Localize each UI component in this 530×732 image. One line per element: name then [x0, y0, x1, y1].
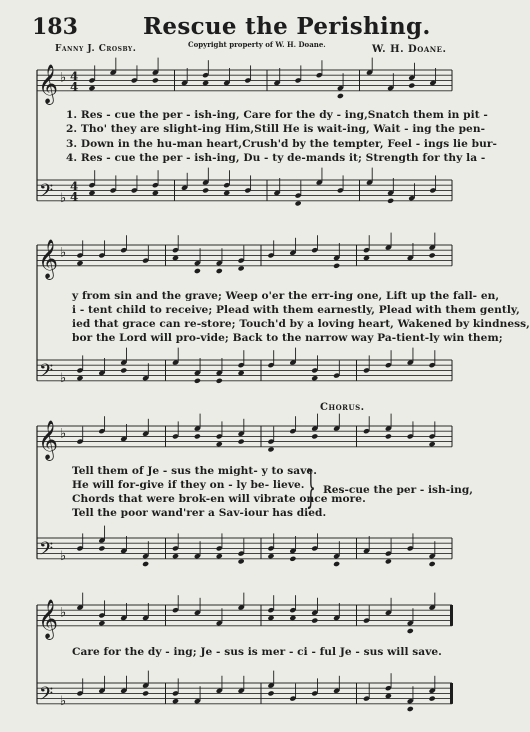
system-3-bass-clef: 𝄢: [39, 538, 54, 564]
hymn-title: Rescue the Perishing.: [143, 13, 431, 40]
system-2-bass-note: [120, 367, 127, 373]
system-4-final-barline: [450, 605, 453, 626]
system-1-treble-time: 4: [70, 69, 79, 84]
verse-4-line-1: 4. Res - cue the per - ish-ing, Du - ty de-mands it; Strength for thy la -: [66, 152, 486, 164]
composer-credit: W. H. Doane.: [372, 44, 447, 55]
system-1-treble-note: [337, 93, 344, 99]
system-3-bass-note: [333, 561, 340, 567]
system-2-treble-note: [216, 268, 223, 274]
system-1-bass-note: [202, 187, 209, 193]
chorus-refrain: Res-cue the per - ish-ing,: [323, 484, 473, 496]
system-3-bass-note: [429, 561, 436, 567]
system-2-bass-clef: 𝄢: [39, 360, 54, 386]
system-4-bass-note: [407, 706, 414, 712]
chorus-line-2: He will for-give if they on - ly be- lieve.: [72, 479, 305, 491]
system-3-treble-note: [311, 433, 318, 439]
lyricist-credit: Fanny J. Crosby.: [55, 44, 137, 54]
system-2-treble-flat: ♭: [60, 245, 67, 261]
system-4-bass-note: [429, 696, 436, 702]
verse-4-line-2: bor the Lord will pro-vide; Back to the narrow way Pa-tient-ly win them;: [72, 332, 503, 344]
chorus-label: Chorus.: [320, 402, 365, 413]
chorus-brace: }: [306, 462, 316, 513]
system-3-treble-flat: ♭: [60, 426, 67, 442]
verse-1-line-2: y from sin and the grave; Weep o'er the err-ing one, Lift up the fall- en,: [72, 290, 500, 302]
system-2-bass-note: [216, 378, 223, 384]
system-3-bass-note: [98, 545, 105, 551]
system-3-treble-clef: 𝄞: [38, 419, 59, 460]
system-4-treble-note: [311, 618, 318, 624]
verse-3-line-2: ied that grace can re-store; Touch'd by a loving heart, Wakened by kindness,: [72, 318, 530, 330]
system-2-bass-flat: ♭: [60, 370, 67, 386]
chorus-line-1: Tell them of Je - sus the might- y to save.: [72, 465, 317, 477]
system-1-treble-time: 4: [70, 79, 79, 94]
hymn-number: 183: [32, 14, 78, 40]
system-1-treble-clef: 𝄞: [38, 63, 59, 104]
system-3-bass-flat: ♭: [60, 548, 67, 564]
verse-1-line-1: 1. Res - cue the per - ish-ing, Care for the dy - ing,Snatch them in pit -: [66, 109, 488, 121]
system-2-treble-note: [333, 263, 340, 269]
verse-2-line-2: i - tent child to receive; Plead with them earnestly, Plead with them gently,: [72, 304, 520, 316]
system-4-bass-note: [267, 690, 274, 696]
system-4-bass-clef: 𝄢: [39, 683, 54, 709]
system-1-bass-time: 4: [70, 189, 79, 204]
system-1-bass-time: 4: [70, 179, 79, 194]
verse-3-line-1: 3. Down in the hu-man heart,Crush'd by the tempter, Feel - ings lie bur-: [66, 138, 497, 150]
system-3-bass-note: [289, 556, 296, 562]
system-1-treble-note: [408, 83, 415, 89]
system-3-treble-note: [194, 433, 201, 439]
system-4-treble-clef: 𝄞: [38, 598, 59, 639]
system-4-treble-flat: ♭: [60, 605, 67, 621]
system-4-bass-note: [142, 690, 149, 696]
system-1-bass-note: [387, 198, 394, 204]
system-4-treble-note: [407, 628, 414, 634]
system-3-bass-note: [142, 561, 149, 567]
system-2-treble-note: [194, 268, 201, 274]
chorus-line-3: Chords that were brok-en will vibrate once more.: [72, 493, 366, 505]
system-1-treble-note: [152, 77, 159, 83]
system-2-bass-note: [194, 378, 201, 384]
system-4-final-barline: [450, 683, 453, 704]
system-3-treble-note: [385, 433, 392, 439]
chorus-line-4: Tell the poor wand'rer a Sav-iour has died.: [72, 507, 327, 519]
system-1-bass-clef: 𝄢: [39, 180, 54, 206]
final-line: Care for the dy - ing; Je - sus is mer - ci - ful Je - sus will save.: [72, 646, 442, 658]
system-2-treble-note: [429, 252, 436, 258]
system-3-treble-note: [238, 439, 245, 445]
system-2-treble-clef: 𝄞: [38, 238, 59, 279]
system-1-bass-flat: ♭: [60, 190, 67, 206]
copyright-notice: Copyright property of W. H. Doane.: [188, 40, 326, 49]
system-4-bass-flat: ♭: [60, 693, 67, 709]
system-1-treble-flat: ♭: [60, 70, 67, 86]
verse-2-line-1: 2. Tho' they are slight-ing Him,Still He is wait-ing, Wait - ing the pen-: [66, 123, 486, 135]
